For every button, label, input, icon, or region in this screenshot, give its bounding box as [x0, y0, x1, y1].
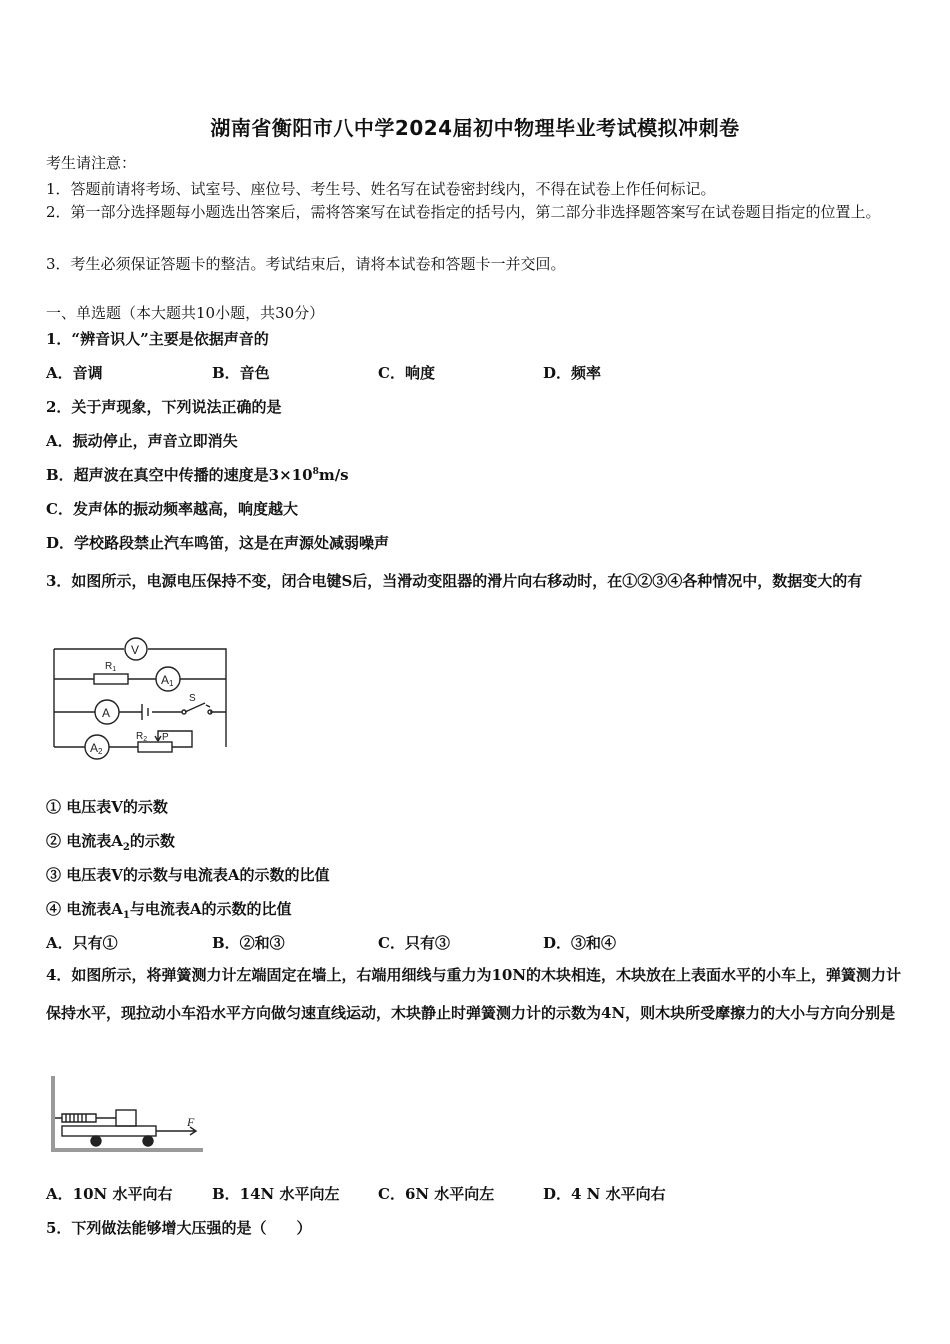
resistor-r1-icon [94, 674, 128, 684]
q3-item-3: ③ 电压表V的示数与电流表A的示数的比值 [46, 866, 330, 884]
q5-stem: 5．下列做法能够增大压强的是（ ） [46, 1219, 312, 1237]
q3-item-2 [46, 830, 175, 853]
q4-option-c[interactable]: C．6N 水平向左 [378, 1185, 495, 1203]
q3-item-1: ① 电压表V的示数 [46, 798, 168, 816]
q2-option-b[interactable] [46, 464, 349, 485]
switch-label: S [189, 693, 196, 704]
q2-option-a[interactable]: A．振动停止，声音立即消失 [46, 432, 238, 450]
q3-option-a[interactable]: A．只有① [46, 934, 118, 952]
q1-option-a[interactable]: A．音调 [46, 364, 103, 382]
q2-option-d[interactable]: D．学校路段禁止汽车鸣笛，这是在声源处减弱噪声 [46, 534, 390, 552]
q2-stem: 2．关于声现象，下列说法正确的是 [46, 398, 282, 416]
notice-item-2: 2．第一部分选择题每小题选出答案后，需将答案写在试卷指定的括号内，第二部分非选择题答案写在试卷题目指定的位置上。 [46, 203, 881, 221]
notice-heading: 考生请注意： [46, 154, 137, 172]
q3-option-d[interactable]: D．③和④ [543, 934, 617, 952]
cart-wheel-right-icon [143, 1136, 153, 1146]
q3-stem: 3．如图所示，电源电压保持不变，闭合电键S后，当滑动变阻器的滑片向右移动时，在①②③④各种情况中，数据变大的有 [46, 572, 863, 590]
wooden-block-icon [116, 1110, 136, 1126]
q3-item-2-sub: 2 [122, 842, 130, 853]
rheostat-r2-icon [138, 742, 172, 752]
rheostat-r2-label: $R_2$ [136, 731, 148, 743]
q4-option-a[interactable]: A．10N 水平向右 [46, 1185, 173, 1203]
q2-option-b-text: B．超声波在真空中传播的速度是3×10 [46, 466, 313, 484]
circuit-wire-top-right [148, 649, 226, 747]
q2-option-b-unit: m/s [318, 466, 349, 484]
q1-option-d[interactable]: D．频率 [543, 364, 602, 382]
battery-icon [142, 704, 148, 720]
notice-item-1: 1．答题前请将考场、试室号、座位号、考生号、姓名写在试卷密封线内，不得在试卷上作任何标记。 [46, 180, 716, 198]
notice-item-3: 3．考生必须保证答题卡的整洁。考试结束后，请将本试卷和答题卡一并交回。 [46, 255, 566, 273]
ammeter-a1-label: A1 [161, 673, 174, 688]
q4-spring-cart-diagram [48, 1074, 208, 1156]
voltmeter-label: V [131, 643, 140, 657]
circuit-wire-main [54, 705, 226, 712]
q3-item-2-tail: 的示数 [129, 832, 175, 850]
exam-title: 湖南省衡阳市八中学2024届初中物理毕业考试模拟冲刺卷 [210, 116, 740, 140]
switch-s-icon [185, 703, 205, 712]
q1-stem: 1．“辨音识人”主要是依据声音的 [46, 330, 269, 348]
q4-option-b[interactable]: B．14N 水平向左 [212, 1185, 340, 1203]
rheostat-slider-label: P [162, 732, 169, 743]
q1-option-b[interactable]: B．音色 [212, 364, 270, 382]
force-label: F [187, 1115, 195, 1129]
wall-icon [51, 1076, 55, 1152]
q3-item-4-tail: 与电流表A的示数的比值 [129, 900, 292, 918]
q3-option-c[interactable]: C．只有③ [378, 934, 450, 952]
q3-option-b[interactable]: B．②和③ [212, 934, 285, 952]
q1-option-c[interactable]: C．响度 [378, 364, 435, 382]
q3-item-4-sub: 1 [122, 910, 130, 921]
cart-body-icon [62, 1126, 156, 1136]
q3-item-2-text: ② 电流表A [46, 832, 123, 850]
q3-item-4-text: ④ 电流表A [46, 900, 123, 918]
q2-option-b-exponent: 8 [312, 467, 319, 477]
q3-item-4 [46, 898, 291, 921]
ammeter-a2-label: A2 [90, 741, 103, 756]
resistor-r1-label: $R_1$ [105, 661, 117, 673]
ammeter-a-label: A [102, 706, 111, 720]
section-heading: 一、单选题（本大题共10小题，共30分） [46, 304, 325, 322]
spring-scale-icon [55, 1114, 116, 1122]
floor-icon [51, 1148, 203, 1152]
cart-wheel-left-icon [91, 1136, 101, 1146]
q4-stem: 4．如图所示，将弹簧测力计左端固定在墙上，右端用细线与重力为10N的木块相连，木块放在上表面水平的小车上，弹簧测力计保持水平，现拉动小车沿水平方向做匀速直线运动，木块静止时弹簧测力计的示数为4N，则木块所受摩擦力的大小与方向分别是 [46, 966, 902, 1022]
q4-option-d[interactable]: D．4 N 水平向右 [543, 1185, 666, 1203]
q3-circuit-diagram [48, 635, 233, 765]
q2-option-c[interactable]: C．发声体的振动频率越高，响度越大 [46, 500, 298, 518]
